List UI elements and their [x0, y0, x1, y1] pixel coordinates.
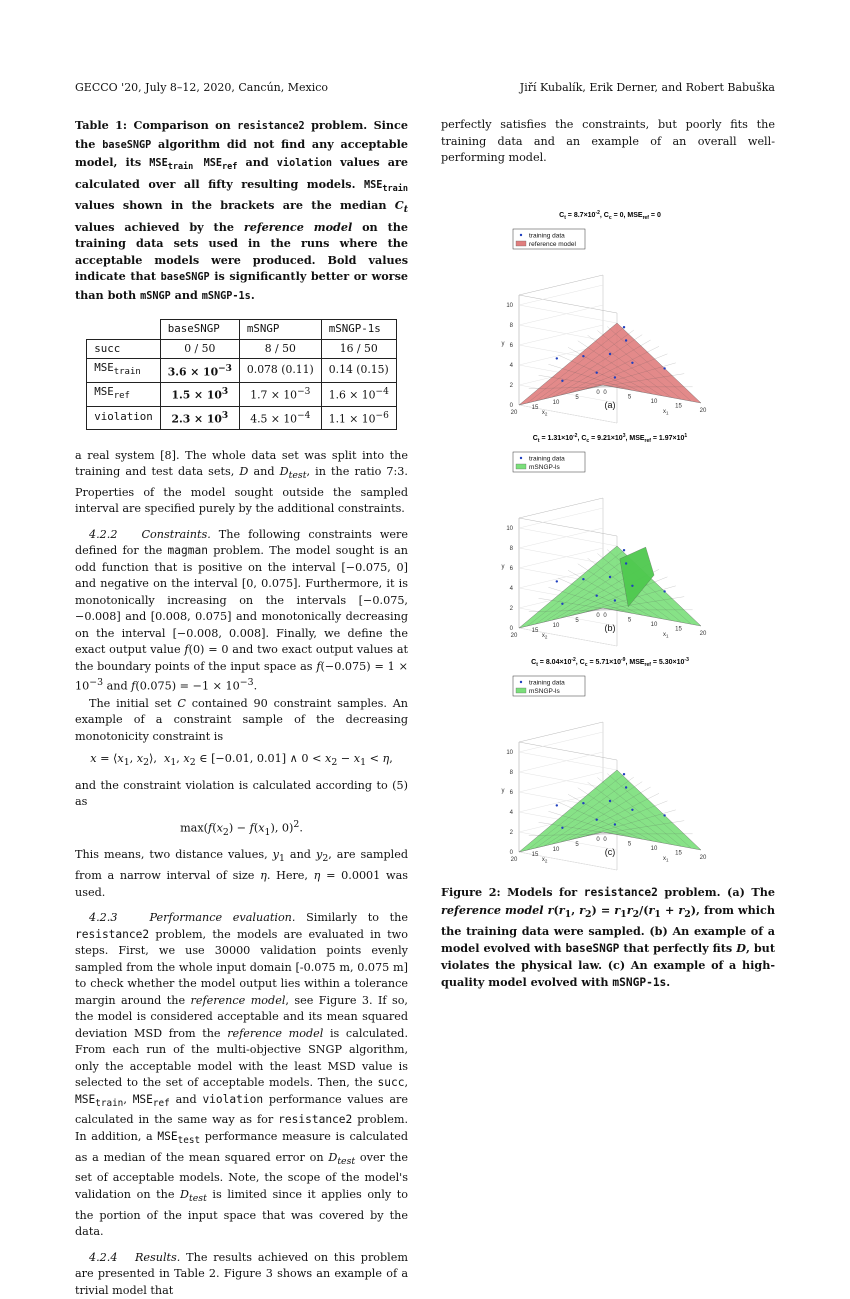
y-tick-label: 0	[510, 403, 514, 409]
paragraph: perfectly satisfies the constraints, but poorly fits the training data and an example of an overall well-performing model.	[441, 117, 775, 167]
x2-axis-label: $x_2$	[542, 857, 548, 864]
x2-tick-label: 0	[596, 837, 600, 843]
training-data-point	[614, 599, 616, 601]
legend	[513, 676, 585, 696]
training-data-point	[582, 355, 584, 357]
legend-swatch-model	[516, 688, 526, 693]
x2-tick-label: 10	[553, 400, 560, 406]
training-data-point	[596, 372, 598, 374]
table-col-header: mSNGP-1s	[321, 320, 396, 340]
training-data-point	[625, 339, 627, 341]
left-column	[75, 117, 408, 1299]
y-tick-label: 8	[510, 546, 514, 552]
x2-axis-label: $x_2$	[542, 410, 548, 417]
x1-tick-label: 15	[675, 404, 682, 410]
x2-tick-label: 20	[511, 857, 518, 863]
y-tick-label: 0	[510, 626, 514, 632]
training-data-point	[582, 578, 584, 580]
training-data-point	[631, 585, 633, 587]
x2-tick-label: 5	[575, 842, 579, 848]
x1-tick-label: 0	[603, 613, 607, 619]
x1-tick-label: 20	[700, 631, 707, 637]
panel-label: (a)	[478, 400, 742, 410]
x2-tick-label: 10	[553, 623, 560, 629]
results-table	[86, 319, 397, 429]
surface-plot-c	[478, 652, 742, 847]
training-data-point	[663, 367, 665, 369]
training-data-point	[556, 804, 558, 806]
gridline	[519, 285, 603, 305]
y-tick-label: 0	[510, 850, 514, 856]
y-tick-label: 2	[510, 830, 514, 836]
table-row-label: violation	[87, 406, 161, 429]
training-data-point	[609, 800, 611, 802]
y-tick-label: 10	[506, 526, 513, 532]
x1-axis-label: $x_1$	[663, 856, 669, 863]
y-axis-label: y	[502, 788, 505, 794]
table-row	[87, 406, 397, 429]
training-data-point	[561, 603, 563, 605]
y-tick-label: 10	[506, 303, 513, 309]
y-tick-label: 4	[510, 586, 514, 592]
x1-tick-label: 20	[700, 408, 707, 414]
legend	[513, 229, 585, 249]
surface-plot-a	[478, 205, 742, 400]
table-cell: 8 / 50	[239, 339, 321, 359]
figure-panel-a	[478, 205, 742, 410]
x1-axis-label: $x_1$	[663, 632, 669, 639]
table-header-row	[87, 320, 397, 340]
x1-tick-label: 0	[603, 390, 607, 396]
legend-swatch-model	[516, 464, 526, 469]
training-data-point	[623, 773, 625, 775]
paragraph: This means, two distance values, $y_1$ and $y_2$, are sampled from a narrow interval of size η. Here, η = 0.0001 was used.	[75, 847, 408, 901]
x1-tick-label: 10	[651, 622, 658, 628]
equation-constraint-sample: $x = ⟨x_1$, $x_2⟩$, $x_1$, $x_2$ ∈ [−0.01, 0.01] ∧ $0 < x_2 - x_1 < \eta$,	[75, 751, 408, 772]
x1-axis-label: $x_1$	[663, 409, 669, 416]
legend-marker-training	[520, 681, 522, 683]
training-data-point	[596, 595, 598, 597]
x2-tick-label: 15	[532, 852, 539, 858]
x2-tick-label: 20	[511, 633, 518, 639]
surface-plot-b	[478, 428, 742, 623]
x2-tick-label: 0	[596, 613, 600, 619]
training-data-point	[582, 802, 584, 804]
table-row	[87, 382, 397, 406]
table-cell: $1.1 \times 10^{-6}$	[321, 406, 396, 429]
y-tick-label: 4	[510, 810, 514, 816]
table-row	[87, 359, 397, 383]
paragraph: The initial set C contained 90 constraint samples. An example of a constraint sample of the decreasing monotonicity constraint is	[75, 696, 408, 746]
table-cell: $2.3 \times 10^3$	[160, 406, 239, 429]
table-cell: $3.6 \times 10^{-3}$	[160, 359, 239, 383]
legend-entry: mSNGP-ls	[529, 464, 560, 471]
table-cell: 16 / 50	[321, 339, 396, 359]
y-axis-label: y	[502, 564, 505, 570]
training-data-point	[663, 590, 665, 592]
figure-caption: Figure 2: Models for resistance2 problem. (a) The reference model $r(r_1$, $r_2) = r_1r_2/(r_1 + r_2)$, from which the training data were sampled. (b) An example of a model evolved with baseSNGP that perfectly fits D, but violates the physical law. (c) An example of a high-quality model evolved with mSNGP-1s.	[441, 884, 775, 991]
x1-tick-label: 20	[700, 855, 707, 861]
training-data-point	[561, 380, 563, 382]
plot-title: $C_t = 8.7\times 10^{-2}$, $C_c = 0$, $MSE_{ref} = 0$	[559, 210, 661, 221]
training-data-point	[614, 823, 616, 825]
legend-marker-training	[520, 457, 522, 459]
y-tick-label: 6	[510, 790, 514, 796]
x2-tick-label: 5	[575, 618, 579, 624]
legend-entry: reference model	[529, 241, 577, 248]
panel-label: (b)	[478, 623, 742, 633]
training-data-point	[625, 786, 627, 788]
x2-tick-label: 15	[532, 628, 539, 634]
table-cell: $4.5 \times 10^{-4}$	[239, 406, 321, 429]
training-data-point	[609, 353, 611, 355]
x2-tick-label: 20	[511, 410, 518, 416]
y-tick-label: 8	[510, 770, 514, 776]
y-tick-label: 6	[510, 343, 514, 349]
legend-marker-training	[520, 234, 522, 236]
paragraph: and the constraint violation is calculated according to (5) as	[75, 778, 408, 811]
training-data-point	[625, 562, 627, 564]
table-cell: 0.14 (0.15)	[321, 359, 396, 383]
training-data-point	[623, 326, 625, 328]
x1-tick-label: 5	[628, 618, 632, 624]
gridline	[519, 508, 603, 528]
x2-tick-label: 15	[532, 405, 539, 411]
legend	[513, 452, 585, 472]
y-tick-label: 10	[506, 750, 513, 756]
y-tick-label: 8	[510, 323, 514, 329]
table-cell: $1.6 \times 10^{-4}$	[321, 382, 396, 406]
training-data-point	[623, 549, 625, 551]
table-col-header: mSNGP	[239, 320, 321, 340]
table-cell: $1.5 \times 10^3$	[160, 382, 239, 406]
x1-tick-label: 10	[651, 846, 658, 852]
table-caption: Table 1: Comparison on resistance2 problem. Since the baseSNGP algorithm did not find any acceptable model, its $MSE_{train}$ $MSE_{ref}$ and violation values are calculated over all fifty resulting models. $MSE_{train}$ values shown in the brackets are the median $C_t$ values achieved by the reference model on the training data sets used in the runs where the acceptable models were produced. Bold values indicate that baseSNGP is significantly better or worse than both mSNGP and mSNGP-1s.	[75, 117, 408, 305]
x2-tick-label: 5	[575, 395, 579, 401]
y-tick-label: 2	[510, 383, 514, 389]
y-tick-label: 2	[510, 606, 514, 612]
paragraph: a real system [8]. The whole data set was split into the training and test data sets, D and $D_{test}$, in the ratio 7:3. Properties of the model sought outside the sampled interval are specified purely by the additional constraints.	[75, 448, 408, 518]
running-header-left: GECCO '20, July 8–12, 2020, Cancún, Mexico	[75, 81, 328, 94]
plot-title: $C_t = 8.04\times 10^{-2}$, $C_c = 5.71\times 10^{-9}$, $MSE_{ref} = 5.30\times 10^{-3}$	[531, 657, 689, 668]
table-body	[87, 339, 397, 429]
table-row-label: $MSE_{train}$	[87, 359, 161, 383]
training-data-point	[631, 809, 633, 811]
gridline	[519, 732, 603, 752]
y-axis-label: y	[502, 341, 505, 347]
legend-swatch-model	[516, 241, 526, 246]
running-header-right: Jiří Kubalík, Erik Derner, and Robert Babuška	[520, 81, 775, 94]
table-cell: $1.7 \times 10^{-3}$	[239, 382, 321, 406]
paragraph-results: 4.2.4 Results. The results achieved on this problem are presented in Table 2. Figure 3 shows an example of a trivial model that	[75, 1250, 408, 1299]
table-row-label: succ	[87, 339, 161, 359]
paragraph-constraints: 4.2.2 Constraints. The following constraints were defined for the magman problem. The model sought is an odd function that is positive on the interval [−0.075, 0] and negative on the interval [0, 0.075]. Furthermore, it is monotonically increasing on the intervals [−0.075, −0.008] and [0.008, 0.075] and monotonically decreasing on the interval [−0.008, 0.008]. Finally, we define the exact output value f(0) = 0 and two exact output values at the boundary points of the input space as $f(-0.075) = 1 \times 10^{-3}$ and $f(0.075) = -1 \times 10^{-3}$.	[75, 527, 408, 696]
y-tick-label: 4	[510, 363, 514, 369]
table-cell: 0 / 50	[160, 339, 239, 359]
table-col-header: baseSNGP	[160, 320, 239, 340]
table-row-label: $MSE_{ref}$	[87, 382, 161, 406]
legend-entry: training data	[529, 233, 565, 240]
training-data-point	[609, 576, 611, 578]
legend-entry: mSNGP-ls	[529, 688, 560, 695]
figure-panel-b	[478, 428, 742, 633]
paragraph-performance: 4.2.3 Performance evaluation. Similarly to the resistance2 problem, the models are evaluated in two steps. First, we use 30000 validation points evenly sampled from the whole input domain [-0.075 m, 0.075 m] to check whether the model output lies within a tolerance margin around the reference model, see Figure 3. If so, the model is considered acceptable and its mean squared deviation MSD from the reference model is calculated. From each run of the multi-objective SNGP algorithm, only the acceptable model with the least MSD value is selected to the set of acceptable models. Then, the succ, $MSE_{train}$, $MSE_{ref}$ and violation performance values are calculated in the same way as for resistance2 problem. In addition, a $MSE_{test}$ performance measure is calculated as a median of the mean squared error on $D_{test}$ over the set of acceptable models. Note, the scope of the model's validation on the $D_{test}$ is limited since it applies only to the portion of the input space that was covered by the data.	[75, 910, 408, 1240]
training-data-point	[663, 814, 665, 816]
training-data-point	[556, 580, 558, 582]
right-column-text	[441, 117, 775, 167]
x1-tick-label: 10	[651, 399, 658, 405]
x1-tick-label: 5	[628, 842, 632, 848]
panel-label: (c)	[478, 847, 742, 857]
y-tick-label: 6	[510, 566, 514, 572]
legend-entry: training data	[529, 680, 565, 687]
plot-title: $C_t = 1.31\times 10^{-2}$, $C_c = 9.21\times 10^3$, $MSE_{ref} = 1.97\times 10^1$	[533, 433, 688, 444]
table-row	[87, 339, 397, 359]
x2-tick-label: 0	[596, 390, 600, 396]
x1-tick-label: 5	[628, 395, 632, 401]
training-data-point	[631, 362, 633, 364]
training-data-point	[614, 376, 616, 378]
x1-tick-label: 0	[603, 837, 607, 843]
x2-axis-label: $x_2$	[542, 633, 548, 640]
figure-panel-c	[478, 652, 742, 857]
x2-tick-label: 10	[553, 847, 560, 853]
equation-violation: $\max(f(x_2) - f(x_1)$, 0)$^2$.	[75, 817, 408, 841]
legend-entry: training data	[529, 456, 565, 463]
table-cell: 0.078 (0.11)	[239, 359, 321, 383]
training-data-point	[596, 819, 598, 821]
training-data-point	[556, 357, 558, 359]
training-data-point	[561, 827, 563, 829]
x1-tick-label: 15	[675, 851, 682, 857]
table-corner-cell	[87, 320, 161, 340]
x1-tick-label: 15	[675, 627, 682, 633]
